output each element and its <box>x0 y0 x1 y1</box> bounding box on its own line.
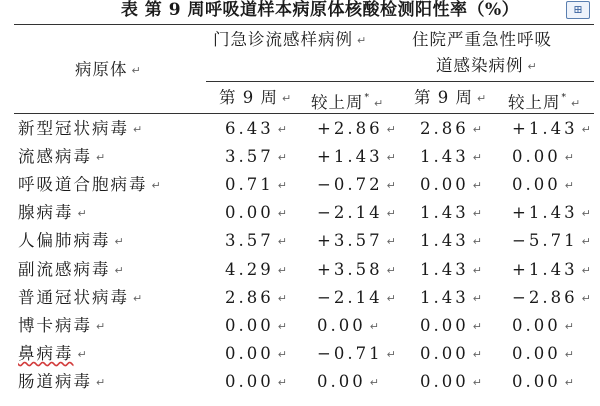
op-change-value: 0.00 ↵ <box>317 372 382 391</box>
ip-week-value: 0.00 ↵ <box>420 344 485 363</box>
header-rule <box>14 113 594 114</box>
table-title: 表 第 9 周呼吸道样本病原体核酸检测阳性率（%） <box>120 0 520 20</box>
anchor-icon[interactable]: ⊞ <box>566 1 590 19</box>
ip-change-header: 较上周* ↵ <box>508 93 582 112</box>
ip-change-value: 0.00 ↵ <box>512 175 577 194</box>
op-change-value: +3.57 ↵ <box>317 231 399 250</box>
op-week-value: 0.71 ↵ <box>225 175 290 194</box>
inpatient-group-header-line2: 道感染病例 ↵ <box>436 56 538 75</box>
op-change-value: −2.14 ↵ <box>317 203 399 222</box>
op-change-value: 0.00 ↵ <box>317 316 382 335</box>
pathogen-name: 流感病毒 ↵ <box>18 147 108 166</box>
op-week-value: 0.00 ↵ <box>225 372 290 391</box>
ip-change-value: +1.43 ↵ <box>512 119 594 138</box>
pathogen-name: 副流感病毒 ↵ <box>18 260 126 279</box>
op-change-value: +2.86 ↵ <box>317 119 399 138</box>
pathogen-name: 博卡病毒 ↵ <box>18 316 108 335</box>
op-change-value: +3.58 ↵ <box>317 260 399 279</box>
op-change-value: −0.71 ↵ <box>317 344 399 363</box>
ip-week-value: 0.00 ↵ <box>420 316 485 335</box>
op-week-value: 2.86 ↵ <box>225 288 290 307</box>
ip-week-value: 1.43 ↵ <box>420 231 485 250</box>
outpatient-group-header: 门急诊流感样病例 ↵ <box>213 30 368 49</box>
pathogen-name: 腺病毒 ↵ <box>18 203 89 222</box>
op-week-header: 第 9 周 ↵ <box>219 88 293 107</box>
ip-week-value: 0.00 ↵ <box>420 372 485 391</box>
op-change-header: 较上周* ↵ <box>311 93 385 112</box>
ip-change-value: −5.71 ↵ <box>512 231 594 250</box>
pathogen-name: 呼吸道合胞病毒 ↵ <box>18 175 163 194</box>
pathogen-name: 鼻病毒 ↵ <box>18 344 89 363</box>
pathogen-header: 病原体 ↵ <box>75 60 142 79</box>
ip-change-value: −2.86 ↵ <box>512 288 594 307</box>
ip-week-header: 第 9 周 ↵ <box>414 88 488 107</box>
op-change-value: +1.43 ↵ <box>317 147 399 166</box>
ip-week-value: 1.43 ↵ <box>420 203 485 222</box>
op-week-value: 4.29 ↵ <box>225 260 290 279</box>
op-week-value: 3.57 ↵ <box>225 231 290 250</box>
ip-change-value: +1.43 ↵ <box>512 260 594 279</box>
pathogen-name: 人偏肺病毒 ↵ <box>18 231 126 250</box>
ip-week-value: 1.43 ↵ <box>420 147 485 166</box>
ip-change-value: 0.00 ↵ <box>512 147 577 166</box>
ip-change-value: 0.00 ↵ <box>512 372 577 391</box>
inpatient-group-header-line1: 住院严重急性呼吸 <box>412 30 552 49</box>
ip-week-value: 1.43 ↵ <box>420 288 485 307</box>
op-week-value: 0.00 ↵ <box>225 203 290 222</box>
top-rule <box>14 24 594 25</box>
op-change-value: −0.72 ↵ <box>317 175 399 194</box>
ip-week-value: 1.43 ↵ <box>420 260 485 279</box>
group-rule <box>206 81 594 82</box>
ip-change-value: +1.43 ↵ <box>512 203 594 222</box>
op-week-value: 6.43 ↵ <box>225 119 290 138</box>
ip-change-value: 0.00 ↵ <box>512 344 577 363</box>
ip-week-value: 0.00 ↵ <box>420 175 485 194</box>
op-week-value: 0.00 ↵ <box>225 344 290 363</box>
op-change-value: −2.14 ↵ <box>317 288 399 307</box>
pathogen-name: 肠道病毒 ↵ <box>18 372 108 391</box>
pathogen-name: 新型冠状病毒 ↵ <box>18 119 145 138</box>
op-week-value: 3.57 ↵ <box>225 147 290 166</box>
ip-change-value: 0.00 ↵ <box>512 316 577 335</box>
op-week-value: 0.00 ↵ <box>225 316 290 335</box>
pathogen-name: 普通冠状病毒 ↵ <box>18 288 145 307</box>
ip-week-value: 2.86 ↵ <box>420 119 485 138</box>
